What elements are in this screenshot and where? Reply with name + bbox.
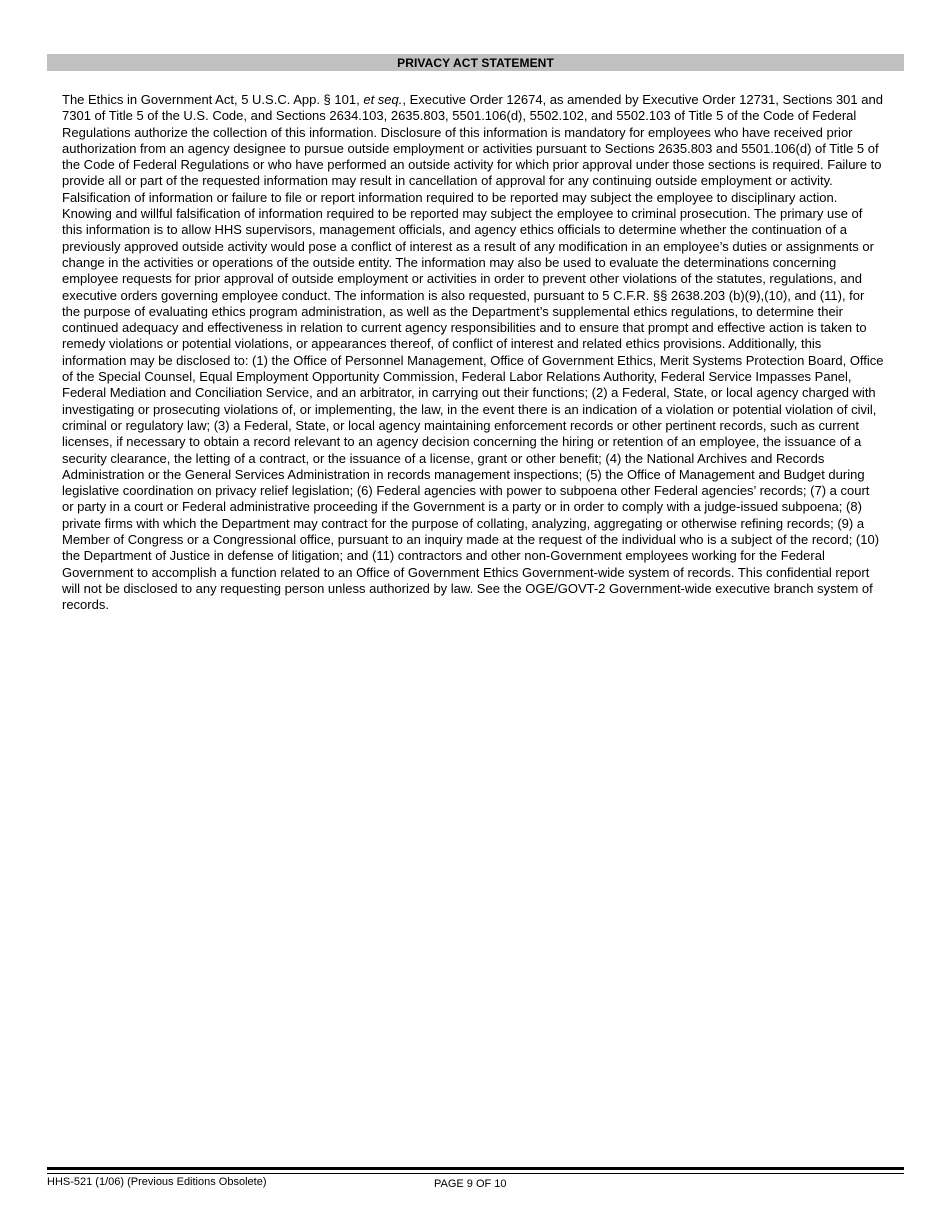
privacy-act-statement-paragraph xyxy=(62,92,884,614)
section-header-bar xyxy=(47,54,904,71)
page-number: PAGE 9 OF 10 xyxy=(434,1178,507,1190)
footer-divider-thick xyxy=(47,1167,904,1170)
statement-intro: The Ethics in Government Act, 5 U.S.C. App. § 101, xyxy=(62,92,360,107)
footer-divider-thin xyxy=(47,1173,904,1174)
statement-body: , Executive Order 12674, as amended by Executive Order 12731, Sections 301 and 7301 of Title 5 of the U.S. Code, and Sections 2634.103, 2635.803, 5501.106(d), 5502.102, and 5502.103 of Title 5 of the Code of Federal Regulations authorize the collection of this information. Disclosure of this information is mandatory for employees who have received prior authorization from an agency designee to pursue outside employment or activities pursuant to Sections 2635.803 and 5501.106(d) of Title 5 of the Code of Federal Regulations or who have performed an outside activity for which prior approval under those sections is required. Failure to provide all or part of the requested information may result in cancellation of approval for any continuing outside employment or activity. Falsification of information or failure to file or report information required to be reported may subject the employee to disciplinary action. Knowing and willful falsification of information required to be reported may subject the employee to criminal prosecution. The primary use of this information is to allow HHS supervisors, management officials, and agency ethics officials to determine whether the continuation of a previously approved outside activity would pose a conflict of interest as a result of any modification in an employee’s duties or assignments or change in the activities or operations of the outside entity. The information may also be used to evaluate the determinations concerning employee requests for prior approval of outside employment or activities in order to prevent other violations of the statutes, regulations, and executive orders governing employee conduct. The information is also requested, pursuant to 5 C.F.R. §§ 2638.203 (b)(9),(10), and (11), for the purpose of evaluating ethics program administration, as well as the Department’s supplemental ethics regulations, to determine their continued adequacy and effectiveness in relation to current agency responsibilities and to ensure that prompt and effective action is taken to remedy violations or potential violations, or appearances thereof, of conflict of interest and related ethics provisions. Additionally, this information may be disclosed to: (1) the Office of Personnel Management, Office of Government Ethics, Merit Systems Protection Board, Office of the Special Counsel, Equal Employment Opportunity Commission, Federal Labor Relations Authority, Federal Service Impasses Panel, Federal Mediation and Conciliation Service, and an arbitrator, in carrying out their functions; (2) a Federal, State, or local agency charged with investigating or prosecuting violations of, or implementing, the law, in the event there is an indication of a violation or potential violation of civil, criminal or regulatory law; (3) a Federal, State, or local agency maintaining enforcement records or other pertinent records, such as current licenses, if necessary to obtain a record relevant to an agency decision concerning the hiring or retention of an employee, the issuance of a security clearance, the letting of a contract, or the issuance of a license, grant or other benefit; (4) the National Archives and Records Administration or the General Services Administration in records management inspections; (5) the Office of Management and Budget during legislative coordination on privacy relief legislation; (6) Federal agencies with power to subpoena other Federal agencies’ records; (7) a court or party in a court or Federal administrative proceeding if the Government is a party or in order to comply with a judge-issued subpoena; (8) private firms with which the Department may contract for the purpose of collating, analyzing, aggregating or otherwise refining records; (9) a Member of Congress or a Congressional office, pursuant to an inquiry made at the request of the individual who is a subject of the record; (10) the Department of Justice in defense of litigation; and (11) contractors and other non-Government employees working for the Federal Government to accomplish a function related to an Office of Government Ethics Government-wide system of records. This confidential report will not be disclosed to any requesting person unless authorized by law. See the OGE/GOVT-2 Government-wide executive branch system of records. xyxy=(62,92,884,613)
form-identifier: HHS-521 (1/06) (Previous Editions Obsolete) xyxy=(47,1176,267,1188)
section-title: PRIVACY ACT STATEMENT xyxy=(397,55,554,70)
statement-italic-term: et seq. xyxy=(363,92,403,107)
